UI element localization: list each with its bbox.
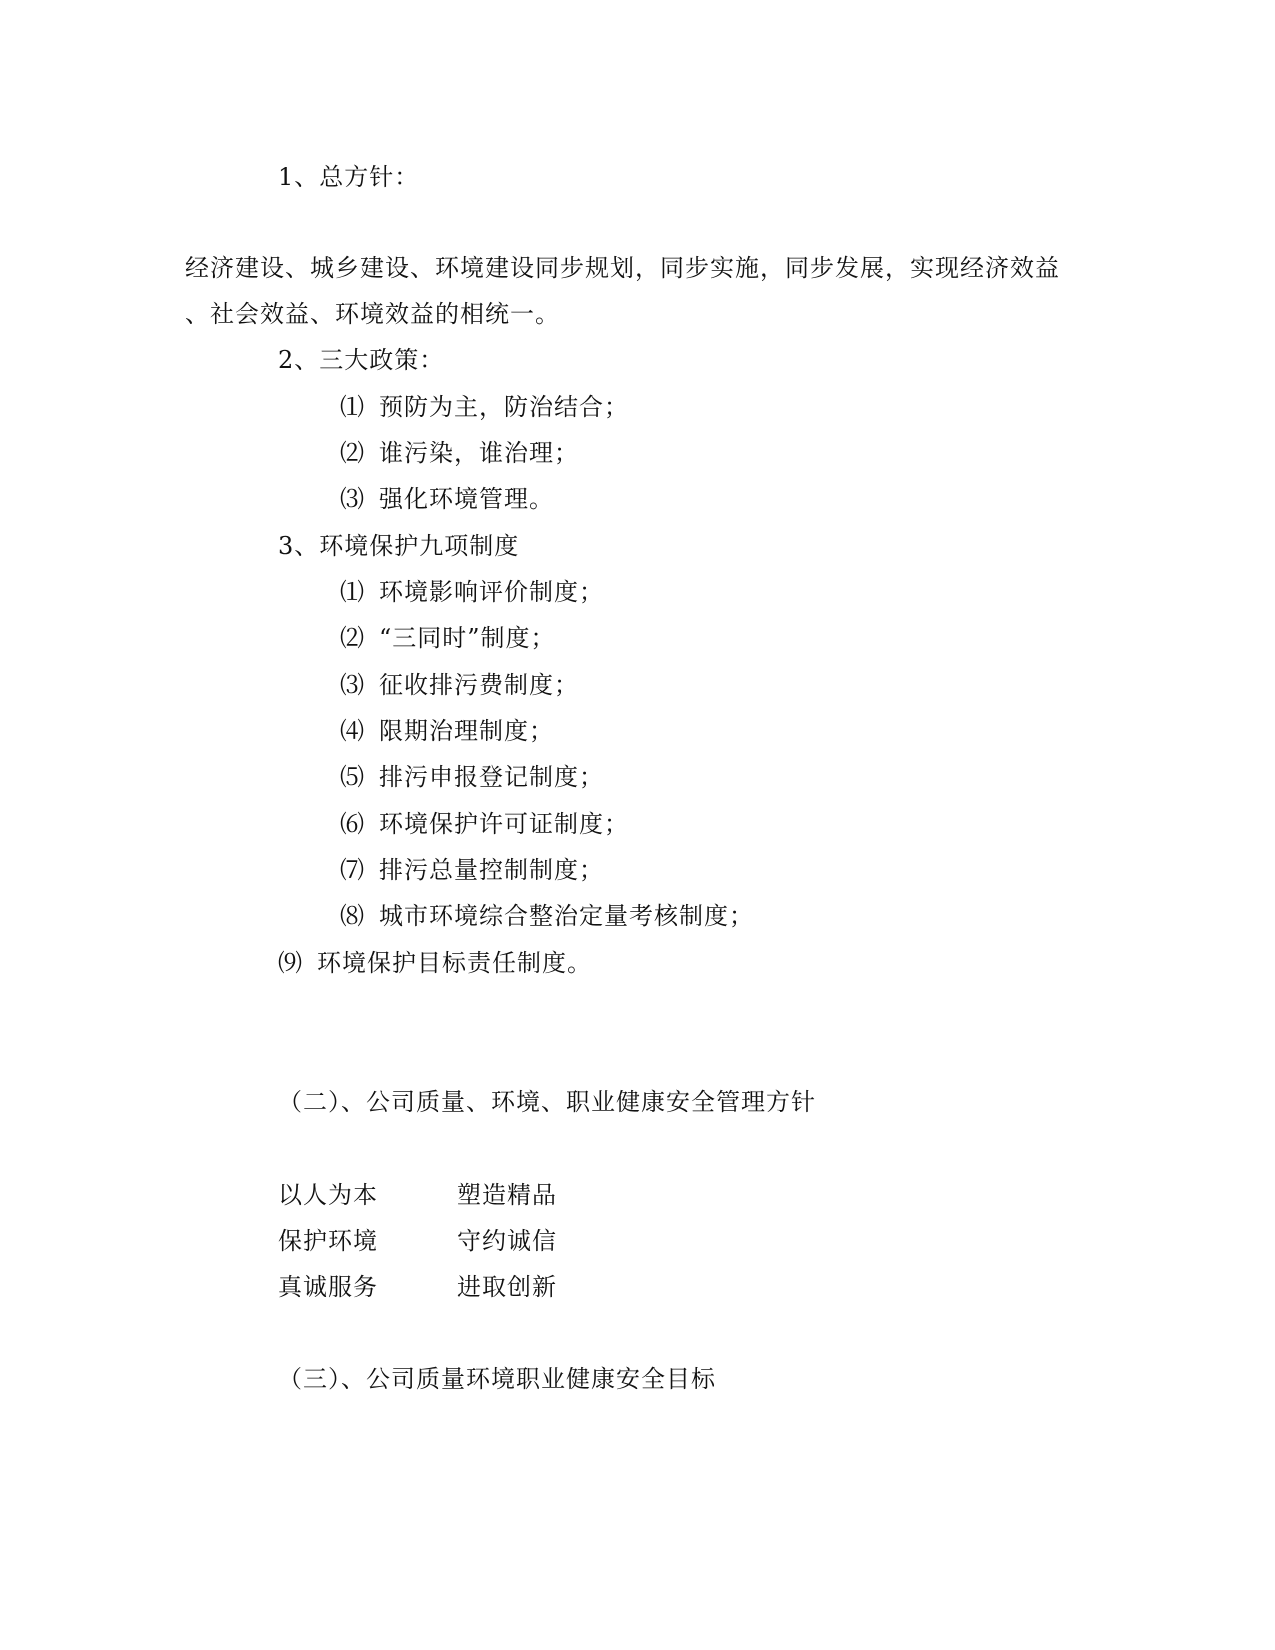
item-number: ⑼ <box>278 949 303 977</box>
policy-paragraph-line1: 经济建设、城乡建设、环境建设同步规划，同步实施，同步发展，实现经济效益 <box>185 254 1060 282</box>
list-item <box>340 670 579 700</box>
list-item <box>340 438 579 468</box>
item-text: “三同时”制度； <box>379 624 556 652</box>
item-text: 限期治理制度； <box>379 717 554 745</box>
item-number: ⑺ <box>340 856 365 884</box>
section2-heading: 2、三大政策： <box>278 346 445 374</box>
list-item <box>340 809 629 839</box>
policy-paragraph-line2: 、社会效益、环境效益的相统一。 <box>185 300 560 328</box>
item-text: 环境影响评价制度； <box>379 578 604 606</box>
item-text: 排污总量控制制度； <box>379 856 604 884</box>
item-number: ⑻ <box>340 902 365 930</box>
list-item <box>340 484 554 514</box>
item-text: 谁污染，谁治理； <box>379 439 579 467</box>
list-item <box>340 901 754 931</box>
item-text: 城市环境综合整治定量考核制度； <box>379 902 754 930</box>
motto-left: 保护环境 <box>278 1227 378 1255</box>
list-item <box>278 948 592 978</box>
section-three-heading: （三）、公司质量环境职业健康安全目标 <box>278 1365 716 1393</box>
item-text: 预防为主，防治结合； <box>379 393 629 421</box>
item-text: 环境保护许可证制度； <box>379 810 629 838</box>
item-text: 强化环境管理。 <box>379 485 554 513</box>
item-number: ⑵ <box>340 624 365 652</box>
item-text: 征收排污费制度； <box>379 671 579 699</box>
section-two-heading: （二）、公司质量、环境、职业健康安全管理方针 <box>278 1088 816 1116</box>
item-text: 排污申报登记制度； <box>379 763 604 791</box>
list-item <box>340 392 629 422</box>
item-number: ⑴ <box>340 393 365 421</box>
motto-right: 塑造精品 <box>457 1181 557 1209</box>
item-text: 环境保护目标责任制度。 <box>317 949 592 977</box>
item-number: ⑵ <box>340 439 365 467</box>
item-number: ⑹ <box>340 810 365 838</box>
item-number: ⑸ <box>340 763 365 791</box>
motto-left: 以人为本 <box>278 1181 378 1209</box>
list-item <box>340 623 556 653</box>
list-item <box>340 855 604 885</box>
motto-right: 进取创新 <box>457 1273 557 1301</box>
motto-left: 真诚服务 <box>278 1273 378 1301</box>
list-item <box>340 716 554 746</box>
section1-heading: 1、总方针： <box>278 163 420 191</box>
item-number: ⑶ <box>340 485 365 513</box>
item-number: ⑷ <box>340 717 365 745</box>
motto-right: 守约诚信 <box>457 1227 557 1255</box>
item-number: ⑴ <box>340 578 365 606</box>
item-number: ⑶ <box>340 671 365 699</box>
list-item <box>340 762 604 792</box>
section3-heading: 3、环境保护九项制度 <box>278 532 520 560</box>
list-item <box>340 577 604 607</box>
